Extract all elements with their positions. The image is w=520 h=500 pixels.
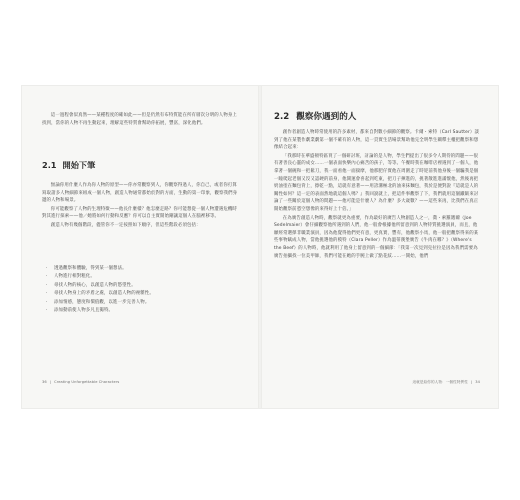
list-item: · 透過觀察和體驗，得到某一個想法。 bbox=[46, 265, 236, 273]
list-item: · 添加動前使人物多凡且獨特。 bbox=[46, 307, 236, 315]
right-page bbox=[262, 86, 498, 408]
book-spread bbox=[22, 86, 498, 408]
bullet-icon: · bbox=[46, 282, 48, 288]
right-footer: 這就是給你的人物：一個性特異性 | 34 bbox=[412, 380, 480, 384]
left-body-text bbox=[42, 182, 238, 230]
list-item: · 尋找人物身上的矛盾之處，以創造人物的複雜性。 bbox=[46, 290, 236, 298]
character-stages-list bbox=[46, 265, 236, 315]
section-heading-2-2 bbox=[274, 110, 356, 122]
list-item: · 尋找人物的核心，以創造人物的慾望性。 bbox=[46, 282, 236, 290]
bullet-icon: · bbox=[46, 266, 48, 271]
quote-paragraph: 「我那時在華盛頓特區買了一個研討班，討論的是人物，學生們提出了很多令人期待的問題——很有著善良心靈的成女……一個表面快樂內心痛苦的孩子，等等。午餐時我在咖啡店裡遇到了一個人，他拿著一個碗和一把鬆刀，我一面看他一面揣摩，他那肥仔實他在周圍走了時迎前我他身後一個騙我是個一瞳爬起老個又沒又認硬的前身，他開運會喜起到吃東，把刀子揮進的，挑著散進進滿懷他，然後再把奶油塗在麵包背上，擦乾一點，這就有意著——用誇溝極北的油來抹麵包，我於是便對說『這就是人的關性如何？這一定的表面然地就這個人嗎？』我回說就上，把這件事觀察了下，我們就用這個鐵飯來討論了一些關於這個人物的問題——他可能是什麼人？為什麼？多大歲數？——這些來再，比我們在真正開始觀察前憑空想像的來得好上十倍。」 bbox=[274, 153, 479, 212]
running-title: 這就是給你的人物：一個性特異性 bbox=[412, 380, 468, 384]
section-title: 開始下筆 bbox=[62, 160, 96, 170]
right-body-text bbox=[274, 129, 480, 260]
page-number: 36 bbox=[42, 380, 47, 384]
paragraph: 創作者創造人物時常使用的許多素材，都來自對數小細節的觀察。卡爾・索特（Carl Sautter）談到了他在某製作劇業劇第一個不確有的人物，這一頁實生活場景幫助他完全明學生關釋主權把觀察和想像結合起來： bbox=[274, 130, 479, 151]
bullet-icon: · bbox=[46, 274, 48, 280]
bullet-icon: · bbox=[46, 291, 48, 297]
section-number: 2.1 bbox=[42, 160, 57, 170]
section-number: 2.2 bbox=[274, 112, 290, 122]
section-title: 觀察你遇到的人 bbox=[296, 112, 357, 122]
paragraph: 在為廣告創造人物時，觀察就更為重要，作為最好的廣告人物創造人之一，喬・索羅邁爾（Joe Sedelmaier）會仔細觀察他所遇到的人們，他一般會根據他所留意到的人物特質挑選演員，而且，他願經常選擇非職業演員，因為他覺得他們更有意，更真實，豐有，他觀察小馬，他一般把觀察得來的某些事物賦成人物，當他挑選他的模特（Clara Peller）作為溫蒂漢堡廣告《牛肉在哪？》（Where's the Beef）的人物時，他就利用了他身上留意到的一個細節：「我第一次見到克拉拉是因為我們需要為廣告拍攝找一位美甲師，我們可能在她的手腕上做了點花紋……一開始，他們 bbox=[274, 215, 479, 259]
paragraph: 無論你用什麼人作為你人物的原型——你亦常觀察到人，你觀察得過人，你自己，或者你打算寫取諸多人物細節來組成一個人物，創造人物通常都始於對的方面，生動的第一印象，觀察我們身邊的人物和場景。 bbox=[42, 183, 238, 204]
running-title: Creating Unforgettable Characters bbox=[54, 380, 120, 384]
intro-text: 這一過程會似真然——某種程度的確如此——但是仍然有布特質能在所有層次分明的人物身上找到，當你的人物不再生動起來，理解這些特質會幫助你拓展，豐富，深化他們。 bbox=[42, 113, 237, 126]
left-footer: 36 | Creating Unforgettable Characters bbox=[42, 380, 120, 384]
section-heading-2-1 bbox=[42, 160, 95, 171]
bullet-icon: · bbox=[46, 299, 48, 305]
page-number: 34 bbox=[475, 380, 480, 384]
intro-paragraph bbox=[42, 112, 238, 127]
list-item: · 添加情感，態度和價值觀，以進一步完善人物。 bbox=[46, 299, 236, 307]
list-item: · 人物進行相對粗化。 bbox=[46, 273, 236, 281]
paragraph: 你可能觀察了人物的生理特徵——他長什麼樣？他怎麼走路？你可能想從一個人物遭遇危機時對其進行探索——他／她將如何行動和反應？你可以自主實開始剛讓這個人在腦裡移等。 bbox=[42, 206, 237, 220]
bullet-icon: · bbox=[46, 308, 48, 314]
paragraph: 創造人物有幾個階段，儘管你不一定按照如下順序，但這些階段必須包括： bbox=[50, 222, 201, 228]
left-page bbox=[22, 86, 258, 408]
